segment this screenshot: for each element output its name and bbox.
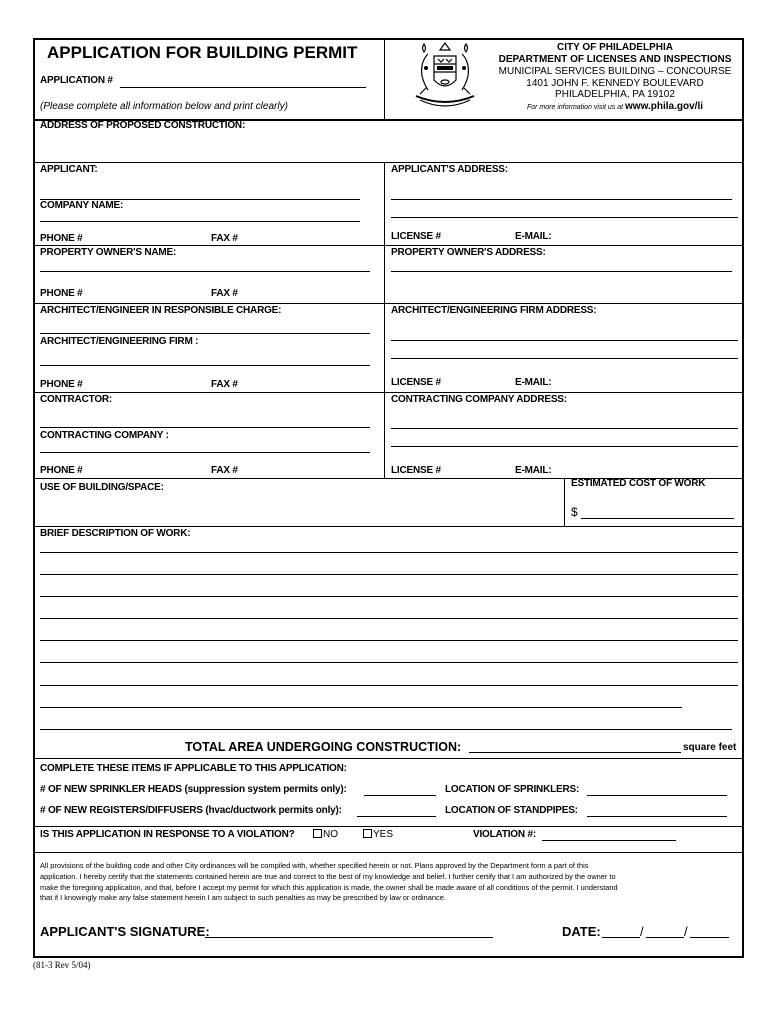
description-line[interactable]: [40, 707, 682, 708]
registers-field[interactable]: [357, 816, 436, 817]
owner-fax-label: FAX #: [211, 288, 238, 299]
architect-firm-address-field-2[interactable]: [391, 358, 738, 359]
contracting-address-field-1[interactable]: [391, 428, 738, 429]
date-separator: /: [640, 924, 644, 939]
contractor-email-label: E-MAIL:: [515, 465, 552, 476]
cost-divider: [564, 478, 565, 526]
description-line[interactable]: [40, 662, 738, 663]
applicant-phone-label: PHONE #: [40, 233, 83, 244]
divider: [33, 303, 744, 304]
applicant-address-label: APPLICANT'S ADDRESS:: [391, 164, 508, 175]
certification-line-1: All provisions of the building code and other City ordinances will be compiled with, whether specified herein or not. Plans approved by the Department form a part of this: [40, 861, 589, 870]
contracting-company-label: CONTRACTING COMPANY :: [40, 430, 169, 441]
application-number-label: APPLICATION #: [40, 75, 113, 86]
contractor-phone-label: PHONE #: [40, 465, 83, 476]
violation-number-field[interactable]: [542, 840, 676, 841]
violation-yes-option[interactable]: [363, 829, 393, 840]
applicant-email-label: E-MAIL:: [515, 231, 552, 242]
description-label: BRIEF DESCRIPTION OF WORK:: [40, 528, 191, 539]
owner-name-field[interactable]: [40, 271, 370, 272]
owner-address-field[interactable]: [391, 271, 732, 272]
city-seal-icon: [404, 38, 486, 118]
application-number-field[interactable]: [120, 87, 366, 88]
violation-number-label: VIOLATION #:: [473, 829, 536, 840]
city-state-zip: PHILADELPHIA, PA 19102: [555, 89, 675, 100]
street-address: 1401 JOHN F. KENNEDY BOULEVARD: [526, 78, 704, 89]
date-day-field[interactable]: [646, 937, 684, 938]
description-line[interactable]: [40, 596, 738, 597]
violation-question: IS THIS APPLICATION IN RESPONSE TO A VIOLATION?: [40, 829, 295, 840]
architect-license-label: LICENSE #: [391, 377, 441, 388]
architect-firm-field[interactable]: [40, 365, 370, 366]
form-title: APPLICATION FOR BUILDING PERMIT: [47, 43, 358, 62]
divider: [33, 758, 744, 759]
applicant-address-field-2[interactable]: [391, 217, 738, 218]
owner-address-label: PROPERTY OWNER'S ADDRESS:: [391, 247, 546, 258]
estimated-cost-label: ESTIMATED COST OF WORK: [571, 478, 706, 489]
sprinkler-location-label: LOCATION OF SPRINKLERS:: [445, 784, 580, 795]
instruction-text: (Please complete all information below and print clearly): [40, 101, 288, 112]
architect-firm-address-field-1[interactable]: [391, 340, 738, 341]
contracting-address-field-2[interactable]: [391, 446, 738, 447]
applicant-label: APPLICANT:: [40, 164, 98, 175]
signature-field[interactable]: [205, 937, 493, 938]
total-area-field[interactable]: [469, 752, 681, 753]
divider: [33, 526, 744, 527]
no-checkbox[interactable]: [313, 829, 322, 838]
owner-name-label: PROPERTY OWNER'S NAME:: [40, 247, 177, 258]
date-month-field[interactable]: [602, 937, 640, 938]
contractor-license-label: LICENSE #: [391, 465, 441, 476]
sprinkler-location-field[interactable]: [587, 795, 727, 796]
signature-label: APPLICANT'S SIGNATURE:: [40, 924, 210, 939]
violation-no-option[interactable]: [313, 829, 338, 840]
description-line[interactable]: [40, 640, 738, 641]
total-area-label: TOTAL AREA UNDERGOING CONSTRUCTION:: [185, 740, 462, 754]
company-name-label: COMPANY NAME:: [40, 200, 124, 211]
certification-line-3: make the foregoing application, and that, before I accept my permit for which this application is made, the owner shall be made aware of all conditions of the permit. I understand: [40, 883, 618, 892]
sprinkler-heads-label: # OF NEW SPRINKLER HEADS (suppression system permits only):: [40, 784, 347, 795]
certification-line-4: that if I knowingly make any false statement herein I am subject to such penalties as may be prescribed by law or ordinance.: [40, 893, 446, 902]
building-name: MUNICIPAL SERVICES BUILDING – CONCOURSE: [498, 66, 732, 77]
sprinkler-heads-field[interactable]: [364, 795, 436, 796]
certification-line-2: application. I hereby certify that the statements contained herein are true and correct to the best of my knowledge and belief. I further certify that I am authorized by the owner to: [40, 872, 616, 881]
column-divider: [384, 162, 385, 478]
applicant-address-field-1[interactable]: [391, 199, 732, 200]
square-feet-unit: square feet: [683, 742, 737, 753]
company-name-field[interactable]: [40, 221, 360, 222]
dollar-sign: $: [571, 505, 578, 519]
website-link[interactable]: www.phila.gov/li: [625, 101, 703, 112]
owner-phone-label: PHONE #: [40, 288, 83, 299]
estimated-cost-field[interactable]: [581, 518, 734, 519]
date-label: DATE:: [562, 924, 601, 939]
date-year-field[interactable]: [690, 937, 729, 938]
divider: [33, 826, 744, 827]
contractor-field[interactable]: [40, 427, 370, 428]
architect-email-label: E-MAIL:: [515, 377, 552, 388]
form-revision: (81-3 Rev 5/04): [33, 960, 91, 970]
contractor-fax-label: FAX #: [211, 465, 238, 476]
contractor-label: CONTRACTOR:: [40, 394, 113, 405]
standpipes-location-field[interactable]: [587, 816, 727, 817]
description-line[interactable]: [40, 729, 732, 730]
divider: [33, 392, 744, 393]
contracting-company-address-label: CONTRACTING COMPANY ADDRESS:: [391, 394, 567, 405]
architect-firm-address-label: ARCHITECT/ENGINEERING FIRM ADDRESS:: [391, 305, 597, 316]
architect-firm-label: ARCHITECT/ENGINEERING FIRM :: [40, 336, 199, 347]
header-divider: [384, 38, 385, 120]
architect-in-charge-label: ARCHITECT/ENGINEER IN RESPONSIBLE CHARGE:: [40, 305, 282, 316]
no-label: NO: [323, 829, 338, 840]
department-name: DEPARTMENT OF LICENSES AND INSPECTIONS: [498, 54, 732, 65]
contracting-company-field[interactable]: [40, 452, 370, 453]
description-line[interactable]: [40, 685, 738, 686]
building-use-label: USE OF BUILDING/SPACE:: [40, 482, 164, 493]
applicant-license-label: LICENSE #: [391, 231, 441, 242]
architect-phone-label: PHONE #: [40, 379, 83, 390]
architect-fax-label: FAX #: [211, 379, 238, 390]
description-line[interactable]: [40, 618, 738, 619]
applicable-heading: COMPLETE THESE ITEMS IF APPLICABLE TO THIS APPLICATION:: [40, 763, 347, 774]
more-info-text: For more information visit us at: [526, 104, 624, 111]
description-line[interactable]: [40, 552, 738, 553]
divider: [33, 162, 744, 163]
construction-address-label: ADDRESS OF PROPOSED CONSTRUCTION:: [40, 120, 246, 131]
city-name: CITY OF PHILADELPHIA: [557, 42, 673, 53]
description-line[interactable]: [40, 574, 738, 575]
date-separator: /: [684, 924, 688, 939]
registers-label: # OF NEW REGISTERS/DIFFUSERS (hvac/ductwork permits only):: [40, 805, 342, 816]
permit-form: [33, 38, 744, 958]
more-info-line: [490, 101, 740, 112]
standpipes-location-label: LOCATION OF STANDPIPES:: [445, 805, 578, 816]
architect-in-charge-field[interactable]: [40, 333, 370, 334]
divider: [33, 245, 744, 246]
applicant-fax-label: FAX #: [211, 233, 238, 244]
yes-label: YES: [373, 829, 394, 840]
yes-checkbox[interactable]: [363, 829, 372, 838]
divider: [33, 852, 744, 853]
